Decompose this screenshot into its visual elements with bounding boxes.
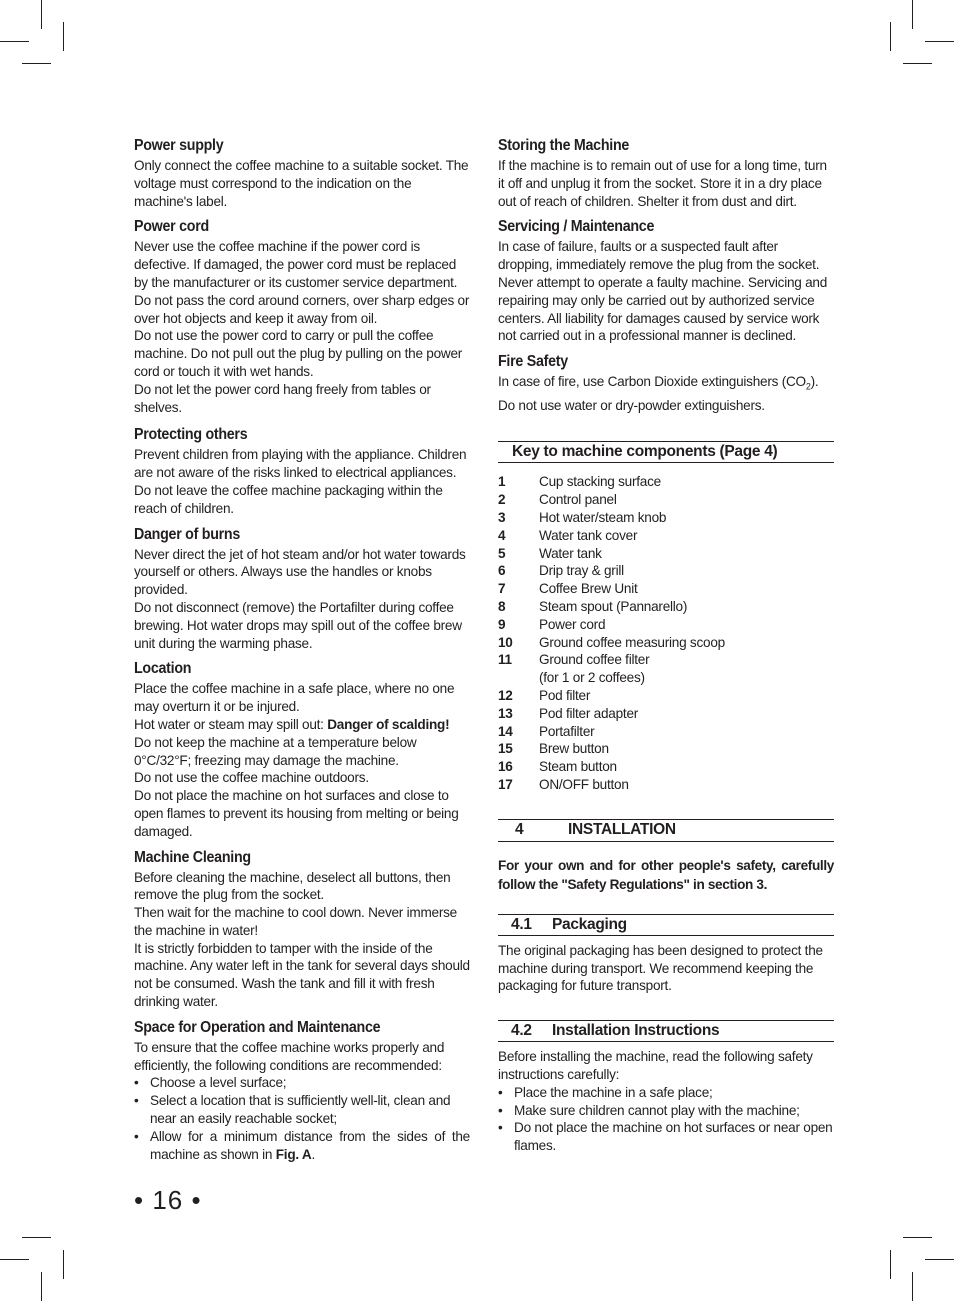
section-heading: Storing the Machine [498,137,630,154]
component-item [498,598,834,616]
location-section [134,659,470,840]
component-number: 17 [498,777,513,793]
list-item: • Select a location that is sufficiently well-lit, clean and near an easily reachable socket; [134,1092,470,1128]
component-item [498,509,834,527]
components-list [498,473,834,793]
component-item [498,527,834,545]
component-label: Cup stacking surface [539,474,661,490]
paragraph: Prevent children from playing with the appliance. Children are not aware of the risks linked to electrical appliances. Do not leave the coffee machine packaging within the reach of children. [134,447,467,516]
section-heading: Machine Cleaning [134,848,251,866]
component-number: 14 [498,723,513,739]
component-item [498,776,834,794]
component-number: 15 [498,741,513,757]
paragraph: Never direct the jet of hot steam and/or hot water towards yourself or others. Always use the handles or knobs provided. [134,546,466,598]
component-item [498,687,834,705]
figure-ref: Fig. A [275,1146,312,1162]
component-item [498,634,834,652]
section-heading: Fire Safety [498,353,568,371]
storing-section [498,136,834,210]
crop-mark [903,1237,932,1238]
key-section [498,441,834,793]
component-label: Ground coffee filter [539,652,650,668]
protecting-others-section [134,425,470,517]
crop-mark [912,0,913,29]
paragraph: Place the coffee machine in a safe place, where no one may overturn it or be injured. [134,681,455,715]
paragraph: In case of failure, faults or a suspected fault after dropping, immediately remove the plug from the socket. Never attempt to operate a faulty machine. Servicing and repairing may only be carried out by authorized service centers. All liability for damages caused by service work not carried out in a professional manner is declined. [498,239,828,344]
section-heading: Location [134,660,192,678]
paragraph: Do not use the power cord to carry or pull the coffee machine. Do not pull out the plug by pulling on the power cord or touch it with wet hands. [134,328,463,379]
section-heading: Power cord [134,218,209,236]
crop-mark [41,1272,42,1301]
paragraph [134,716,470,734]
bar-title: Key to machine components (Page 4) [512,443,778,461]
component-label: (for 1 or 2 coffees) [539,670,645,686]
paragraph-text: Hot water or steam may spill out: [134,716,328,732]
component-number: 4 [498,527,506,543]
component-item [498,740,834,758]
component-label: Steam spout (Pannarello) [539,599,688,615]
section-heading: Danger of burns [134,525,240,543]
list-item: • Choose a level surface; [134,1074,470,1092]
component-number: 11 [498,652,512,668]
bar-title: Installation Instructions [552,1022,720,1040]
bullet-list [134,1074,470,1163]
component-number: 3 [498,510,506,526]
component-item [498,723,834,741]
list-item [134,1128,470,1164]
component-item [498,562,834,580]
component-label: Ground coffee measuring scoop [539,634,725,650]
paragraph: Only connect the coffee machine to a suitable socket. The voltage must correspond to the indication on the machine's label. [134,158,469,209]
installation-section [498,819,834,894]
crop-mark [63,22,64,51]
crop-mark [0,1259,29,1260]
right-column [498,136,834,1162]
component-number: 10 [498,634,513,650]
paragraph: If the machine is to remain out of use for a long time, turn it off and unplug it from the socket. Store it in a dry place out of reach of children. Shelter it from dust and dirt. [498,158,827,209]
component-number: 13 [498,705,513,721]
component-number: 5 [498,545,506,561]
component-number: 9 [498,616,506,632]
crop-mark [63,1250,64,1279]
subscript: 2 [805,381,811,392]
fire-safety-section [498,352,834,414]
component-item [498,669,834,687]
component-number: 12 [498,688,513,704]
section-number: 4.2 [511,1022,532,1040]
power-cord-section [134,217,470,416]
crop-mark [41,0,42,29]
component-item [498,705,834,723]
crop-mark [22,1237,51,1238]
paragraph: Before cleaning the machine, deselect all buttons, then remove the plug from the socket. [134,869,451,903]
component-number [498,669,539,687]
component-number: 1 [498,474,506,490]
paragraph: It is strictly forbidden to tamper with the inside of the machine. Any water left in the tank for several days should not be consumed. Wash the tank and fill it with fresh drinking water. [134,940,470,1010]
paragraph: Do not disconnect (remove) the Portafilter during coffee brewing. Hot water drops may spill out of the coffee brew unit during the warming phase. [134,599,462,651]
section-heading: Power supply [134,137,224,154]
section-number: 4 [515,820,524,838]
bullet-list [498,1084,834,1155]
paragraph [498,373,834,397]
component-number: 7 [498,581,506,597]
crop-mark [925,41,954,42]
component-label: Coffee Brew Unit [539,581,638,597]
component-number: 16 [498,759,513,775]
component-label: Control panel [539,492,617,508]
safety-warning: For your own and for other people's safety, carefully follow the "Safety Regulations" in section 3. [498,857,834,892]
component-label: Portafilter [539,723,595,739]
paragraph: Before installing the machine, read the following safety instructions carefully: [498,1049,813,1083]
component-number: 6 [498,563,506,579]
section-heading: Servicing / Maintenance [498,218,655,236]
paragraph: Then wait for the machine to cool down. Never immerse the machine in water! [134,905,457,938]
component-number: 8 [498,599,506,615]
paragraph: Do not use the coffee machine outdoors. [134,770,369,786]
section-heading: Protecting others [134,426,248,444]
paragraph: Do not keep the machine at a temperature below 0°C/32°F; freezing may damage the machine. [134,734,417,768]
crop-mark [0,41,29,42]
packaging-section [498,914,834,995]
component-label: Pod filter adapter [539,705,639,721]
component-label: Steam button [539,759,617,775]
instructions-section [498,1020,834,1155]
component-label: Brew button [539,741,609,757]
left-column [134,136,470,1170]
component-item [498,473,834,491]
paragraph: To ensure that the coffee machine works properly and efficiently, the following conditions are recommended: [134,1039,445,1073]
component-label: Pod filter [539,688,591,704]
component-label: ON/OFF button [539,777,629,793]
list-item: • Make sure children cannot play with the machine; [498,1102,834,1120]
paragraph: Do not use water or dry-powder extinguishers. [498,397,765,413]
component-item [498,580,834,598]
component-label: Power cord [539,616,606,632]
list-item: • Do not place the machine on hot surfaces or near open flames. [498,1119,834,1155]
crop-mark [912,1272,913,1301]
paragraph: Do not let the power cord hang freely from tables or shelves. [134,381,431,415]
component-label: Hot water/steam knob [539,510,667,526]
paragraph: The original packaging has been designed to protect the machine during transport. We recommend keeping the packaging for future transport. [498,942,823,994]
space-section [134,1018,470,1164]
list-item: • Place the machine in a safe place; [498,1084,834,1102]
warning-text: Danger of scalding! [327,716,450,732]
component-item [498,651,834,669]
section-heading: Space for Operation and Maintenance [134,1018,381,1036]
danger-of-burns-section [134,525,470,653]
packaging-title-bar [498,914,834,936]
component-item [498,491,834,509]
paragraph-text: ). [810,374,819,390]
crop-mark [890,1250,891,1279]
servicing-section [498,217,834,345]
bar-title: INSTALLATION [568,820,676,838]
crop-mark [903,63,932,64]
instructions-title-bar [498,1020,834,1042]
component-item [498,545,834,563]
component-item [498,758,834,776]
installation-title-bar [498,819,834,842]
section-number: 4.1 [511,915,532,933]
component-label: Drip tray & grill [539,563,624,579]
list-item-text: Allow for a minimum distance from the sides of the machine as shown in [150,1128,470,1162]
bar-title: Packaging [552,915,627,933]
power-supply-section [134,136,470,210]
component-label: Water tank cover [539,527,638,543]
crop-mark [925,1259,954,1260]
paragraph: Do not place the machine on hot surfaces and close to open flames to prevent its housing from melting or being damaged. [134,788,459,839]
key-title-bar [498,441,834,463]
component-label: Water tank [539,545,602,561]
machine-cleaning-section [134,848,470,1011]
crop-mark [890,22,891,51]
list-item-text: . [311,1146,316,1162]
crop-mark [22,63,51,64]
paragraph: Never use the coffee machine if the power cord is defective. If damaged, the power cord must be replaced by the manufacturer or its customer service department. Do not pass the cord around corners, over sharp edges or over hot objects and keep it away from oil. [134,239,470,326]
component-number: 2 [498,492,506,508]
paragraph-text: In case of fire, use Carbon Dioxide extinguishers (CO [498,374,806,390]
page-number: • 16 • [134,1185,202,1215]
component-item [498,616,834,634]
